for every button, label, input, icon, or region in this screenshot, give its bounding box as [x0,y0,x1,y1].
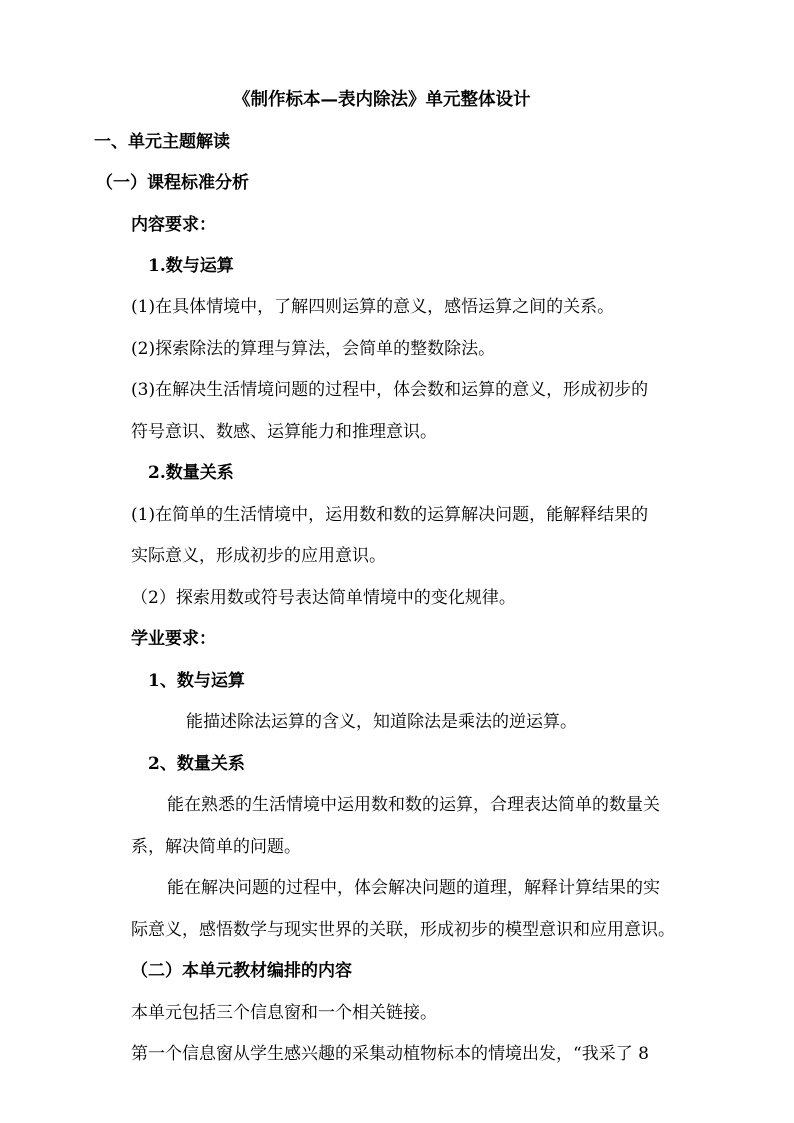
paragraph-line: 系，解决简单的问题。 [131,837,301,857]
paragraph-line: 际意义，感悟数学与现实世界的关联，形成初步的模型意识和应用意识。 [131,920,675,940]
subsection-heading-1: （一）课程标准分析 [96,173,249,193]
paragraph-line: 第一个信息窗从学生感兴趣的采集动植物标本的情境出发，“我采了 8 [131,1044,649,1064]
content-requirements-label: 内容要求： [131,215,216,235]
academic-requirements-label: 学业要求： [131,629,216,649]
paragraph-line: 能在熟悉的生活情境中运用数和数的运算，合理表达简单的数量关 [167,795,660,815]
paragraph-line: (1)在具体情境中，了解四则运算的意义，感悟运算之间的关系。 [131,297,615,317]
paragraph-line: (2)探索除法的算理与算法，会简单的整数除法。 [131,339,496,359]
paragraph-line: (3)在解决生活情境问题的过程中，体会数和运算的意义，形成初步的 [131,380,649,400]
section-heading-1: 一、单元主题解读 [94,132,230,152]
academic-heading-numbers: 1、数与运算 [148,671,245,691]
content-heading-quantities: 2.数量关系 [148,463,234,483]
subsection-heading-2: （二）本单元教材编排的内容 [131,961,352,981]
paragraph-line: (1)在简单的生活情境中，运用数和数的运算解决问题，能解释结果的 [131,505,649,525]
paragraph-line: 符号意识、数感、运算能力和推理意识。 [131,422,437,442]
paragraph-line: 本单元包括三个信息窗和一个相关链接。 [131,1003,437,1023]
paragraph-line: 能描述除法运算的含义，知道除法是乘法的逆运算。 [186,712,577,732]
document-title: 《制作标本—表内除法》单元整体设计 [233,90,531,110]
paragraph-line: 能在解决问题的过程中，体会解决问题的道理，解释计算结果的实 [167,878,660,898]
academic-heading-quantities: 2、数量关系 [148,754,245,774]
paragraph-line: 实际意义，形成初步的应用意识。 [131,546,386,566]
paragraph-line: （2）探索用数或符号表达简单情境中的变化规律。 [131,588,516,608]
content-heading-numbers: 1.数与运算 [148,256,234,276]
